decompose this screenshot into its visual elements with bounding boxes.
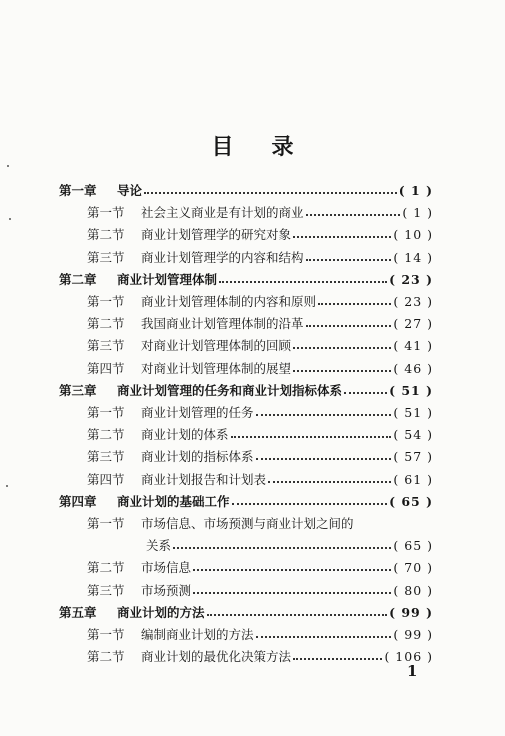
entry-heading: 商业计划管理体制 <box>117 272 218 287</box>
dot-leader <box>306 245 392 261</box>
toc-section-entry <box>59 246 433 268</box>
toc-section-entry <box>59 357 433 379</box>
toc-chapter-entry <box>59 490 433 512</box>
toc-section-entry <box>59 401 433 423</box>
section-number: 第三节 <box>87 583 125 598</box>
dot-leader <box>293 356 391 372</box>
dot-leader <box>293 644 382 660</box>
page-reference: ( 14 ) <box>393 249 433 265</box>
page-reference: ( 46 ) <box>393 360 433 376</box>
page-reference: ( 27 ) <box>393 315 433 331</box>
toc-section-entry <box>59 534 433 556</box>
page-number: 1 <box>407 662 418 680</box>
entry-heading: 商业计划的指标体系 <box>141 449 254 464</box>
section-number: 第三节 <box>87 250 125 265</box>
dot-leader <box>306 200 401 216</box>
page-reference: ( 61 ) <box>393 471 433 487</box>
section-number: 第一节 <box>87 205 125 220</box>
page-reference: ( 1 ) <box>402 204 433 220</box>
entry-heading: 市场信息、市场预测与商业计划之间的 <box>141 516 354 531</box>
dot-leader <box>144 178 397 194</box>
entry-heading: 商业计划管理的任务和商业计划指标体系 <box>117 383 343 398</box>
page-title: 目录 <box>211 134 332 160</box>
section-number: 第四节 <box>87 472 125 487</box>
chapter-number: 第一章 <box>59 183 97 198</box>
dot-leader <box>256 400 392 416</box>
page-reference: ( 10 ) <box>393 226 433 242</box>
dot-leader <box>207 600 388 616</box>
entry-heading: 社会主义商业是有计划的商业 <box>141 205 304 220</box>
toc-section-entry <box>59 445 433 467</box>
dot-leader <box>219 267 387 283</box>
dot-leader <box>232 489 388 505</box>
entry-heading: 我国商业计划管理体制的沿革 <box>141 316 304 331</box>
chapter-number: 第二章 <box>59 272 97 287</box>
entry-heading: 导论 <box>117 183 143 198</box>
page-reference: ( 65 ) <box>389 493 433 509</box>
page-reference: ( 70 ) <box>393 559 433 575</box>
section-number: 第三节 <box>87 338 125 353</box>
section-number: 第一节 <box>87 516 125 531</box>
toc-section-entry <box>59 312 433 334</box>
toc-section-entry <box>59 423 433 445</box>
entry-heading: 商业计划管理学的内容和结构 <box>141 250 304 265</box>
chapter-number: 第三章 <box>59 383 97 398</box>
page-reference: ( 57 ) <box>393 448 433 464</box>
page-reference: ( 23 ) <box>389 271 433 287</box>
dot-leader <box>256 622 392 638</box>
page-reference: ( 99 ) <box>393 626 433 642</box>
entry-heading: 对商业计划管理体制的展望 <box>141 361 292 376</box>
toc-section-entry <box>59 623 433 645</box>
dot-leader <box>293 333 391 349</box>
entry-heading: 商业计划的体系 <box>141 427 229 442</box>
toc-section-entry <box>59 290 433 312</box>
section-number: 第四节 <box>87 361 125 376</box>
page-reference: ( 1 ) <box>398 182 433 198</box>
entry-heading: 关系 <box>146 538 172 553</box>
section-number: 第一节 <box>87 294 125 309</box>
entry-heading: 市场预测 <box>141 583 192 598</box>
toc-section-entry <box>59 468 433 490</box>
toc-chapter-entry <box>59 268 433 290</box>
page-reference: ( 51 ) <box>393 404 433 420</box>
dot-leader <box>318 289 391 305</box>
section-number: 第一节 <box>87 627 125 642</box>
toc-chapter-entry <box>59 379 433 401</box>
page-reference: ( 80 ) <box>393 582 433 598</box>
scan-speck <box>7 165 9 167</box>
page-reference: ( 65 ) <box>393 537 433 553</box>
dot-leader <box>173 533 391 549</box>
page-reference: ( 99 ) <box>389 604 433 620</box>
entry-heading: 商业计划的最优化决策方法 <box>141 649 292 664</box>
section-number: 第三节 <box>87 449 125 464</box>
entry-heading: 商业计划的基础工作 <box>117 494 230 509</box>
dot-leader <box>193 578 391 594</box>
page-reference: ( 51 ) <box>389 382 433 398</box>
section-number: 第二节 <box>87 316 125 331</box>
toc-section-entry <box>59 579 433 601</box>
dot-leader <box>293 222 391 238</box>
toc-section-entry <box>59 645 433 667</box>
entry-heading: 商业计划管理的任务 <box>141 405 254 420</box>
toc-section-entry <box>59 512 433 534</box>
page-reference: ( 23 ) <box>393 293 433 309</box>
entry-heading: 对商业计划管理体制的回顾 <box>141 338 292 353</box>
toc-section-entry <box>59 334 433 356</box>
toc-chapter-entry <box>59 179 433 201</box>
chapter-number: 第四章 <box>59 494 97 509</box>
entry-heading: 编制商业计划的方法 <box>141 627 254 642</box>
page-reference: ( 106 ) <box>384 648 433 664</box>
section-number: 第二节 <box>87 427 125 442</box>
toc-section-entry <box>59 223 433 245</box>
page-reference: ( 54 ) <box>393 426 433 442</box>
page-reference: ( 41 ) <box>393 337 433 353</box>
dot-leader <box>231 422 392 438</box>
entry-heading: 商业计划管理学的研究对象 <box>141 227 292 242</box>
chapter-number: 第五章 <box>59 605 97 620</box>
scan-speck <box>9 218 11 220</box>
section-number: 第二节 <box>87 560 125 575</box>
scan-speck <box>6 485 8 487</box>
entry-heading: 商业计划的方法 <box>117 605 205 620</box>
section-number: 第一节 <box>87 405 125 420</box>
entry-heading: 商业计划管理体制的内容和原则 <box>141 294 317 309</box>
dot-leader <box>193 555 391 571</box>
dot-leader <box>306 311 392 327</box>
toc-section-entry <box>59 201 433 223</box>
entry-heading: 市场信息 <box>141 560 192 575</box>
section-number: 第二节 <box>87 227 125 242</box>
toc-section-entry <box>59 556 433 578</box>
section-number: 第二节 <box>87 649 125 664</box>
dot-leader <box>256 444 392 460</box>
entry-heading: 商业计划报告和计划表 <box>141 472 267 487</box>
dot-leader <box>268 467 391 483</box>
dot-leader <box>344 378 387 394</box>
toc-chapter-entry <box>59 601 433 623</box>
